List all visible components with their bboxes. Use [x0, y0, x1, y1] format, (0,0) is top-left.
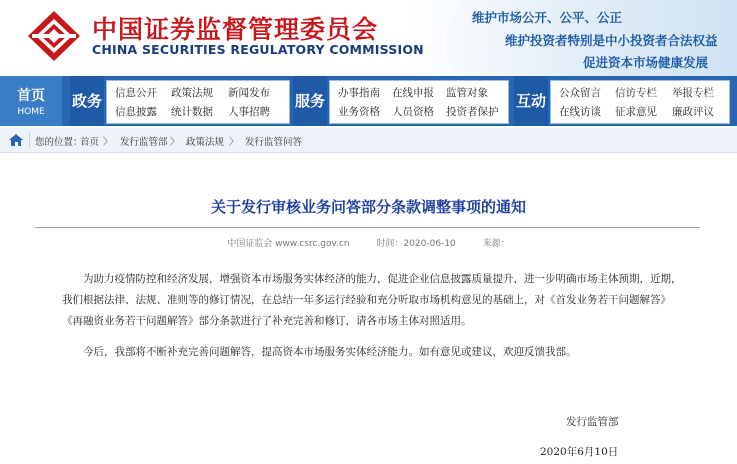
nav-link-recruitment[interactable]: 人事招聘 — [228, 106, 270, 118]
breadcrumb-divider — [29, 132, 30, 148]
breadcrumb-issuance-qa[interactable]: 发行监管问答 — [245, 137, 303, 148]
nav-panel-service — [329, 80, 509, 124]
breadcrumb-policy[interactable]: 政策法规 — [186, 137, 225, 148]
breadcrumb-separator: 〉 — [170, 137, 180, 148]
slogan-3: 促进资本市场健康发展 — [583, 55, 709, 70]
article-paragraph: 为助力疫情防控和经济发展，增强资本市场服务实体经济的能力，促进企业信息披露质量提升，进一步明确市场主体预期，近期，我们根据法律、法规、准则等的修订情况，在总结一年多运行经验和充分听取市场机构意见的基础上，对《首发业务若干问题解答》《再融资业务若干问题解答》部分条款进行了补充完善和修订，请各市场主体对照适用。 — [62, 273, 682, 327]
article-meta — [0, 236, 737, 249]
nav-link-solicit-opinions[interactable]: 征求意见 — [615, 106, 657, 118]
nav-section-interaction — [514, 76, 548, 126]
article-time: 时间：2020-06-10 — [376, 239, 456, 249]
title-divider — [35, 227, 700, 228]
breadcrumb-home[interactable]: 首页 — [80, 137, 100, 148]
nav-section-service — [293, 76, 327, 126]
nav-panel-government — [106, 80, 290, 124]
article-paragraph: 今后，我部将不断补充完善问题解答，提高资本市场服务实体经济能力。如有意见或建议，欢迎反馈我部。 — [83, 346, 577, 358]
slogan-2: 维护投资者特别是中小投资者合法权益 — [505, 33, 718, 48]
nav-link-online-filing[interactable]: 在线申报 — [392, 87, 434, 99]
breadcrumb — [0, 128, 737, 153]
breadcrumb-issuance-dept[interactable]: 发行监管部 — [120, 137, 168, 148]
nav-link-integrity-review[interactable]: 廉政评议 — [672, 106, 714, 118]
nav-link-online-interviews[interactable]: 在线访谈 — [559, 106, 601, 118]
article-signature: 发行监管部 — [566, 416, 619, 428]
nav-section-label: 互动 — [515, 92, 546, 110]
home-button[interactable] — [0, 76, 62, 126]
org-name-cn: 中国证券监督管理委员会 — [92, 15, 379, 44]
nav-section-label: 政务 — [71, 92, 102, 110]
nav-link-personnel-qualification[interactable]: 人员资格 — [392, 106, 434, 118]
article-origin: 来源： — [482, 239, 510, 249]
nav-section-government — [70, 76, 104, 126]
nav-link-info-disclosure[interactable]: 信息披露 — [115, 106, 157, 118]
breadcrumb-separator: 〉 — [229, 137, 239, 148]
nav-link-policy-regulations[interactable]: 政策法规 — [171, 87, 213, 99]
nav-panel-interaction — [550, 80, 730, 124]
home-label-cn: 首页 — [17, 88, 45, 104]
org-name-en: CHINA SECURITIES REGULATORY COMMISSION — [92, 42, 424, 57]
csrc-emblem-icon[interactable] — [27, 10, 81, 62]
nav-link-statistics[interactable]: 统计数据 — [171, 106, 213, 118]
slogan-1: 维护市场公开、公平、公正 — [472, 10, 623, 25]
article-title: 关于发行审核业务问答部分条款调整事项的通知 — [210, 198, 526, 216]
nav-link-petitions[interactable]: 信访专栏 — [615, 87, 657, 99]
nav-link-info-disclosure-public[interactable]: 信息公开 — [115, 87, 157, 99]
home-icon[interactable] — [8, 132, 24, 148]
nav-link-regulated-entities[interactable]: 监管对象 — [446, 87, 488, 99]
home-label-en: HOME — [17, 107, 45, 117]
nav-link-investor-protection[interactable]: 投资者保护 — [446, 106, 499, 118]
breadcrumb-separator: 〉 — [103, 137, 113, 148]
nav-section-label: 服务 — [294, 92, 325, 110]
article-source: 中国证监会 www.csrc.gov.cn — [227, 239, 350, 249]
nav-link-news-release[interactable]: 新闻发布 — [228, 87, 270, 99]
nav-link-guide[interactable]: 办事指南 — [338, 87, 380, 99]
nav-link-business-qualification[interactable]: 业务资格 — [338, 106, 380, 118]
breadcrumb-prefix: 您的位置： — [35, 137, 83, 148]
nav-link-public-messages[interactable]: 公众留言 — [559, 87, 601, 99]
main-nav — [0, 76, 737, 126]
site-header — [0, 0, 737, 76]
article-date: 2020年6月10日 — [540, 446, 619, 458]
nav-link-reporting[interactable]: 举报专栏 — [672, 87, 714, 99]
